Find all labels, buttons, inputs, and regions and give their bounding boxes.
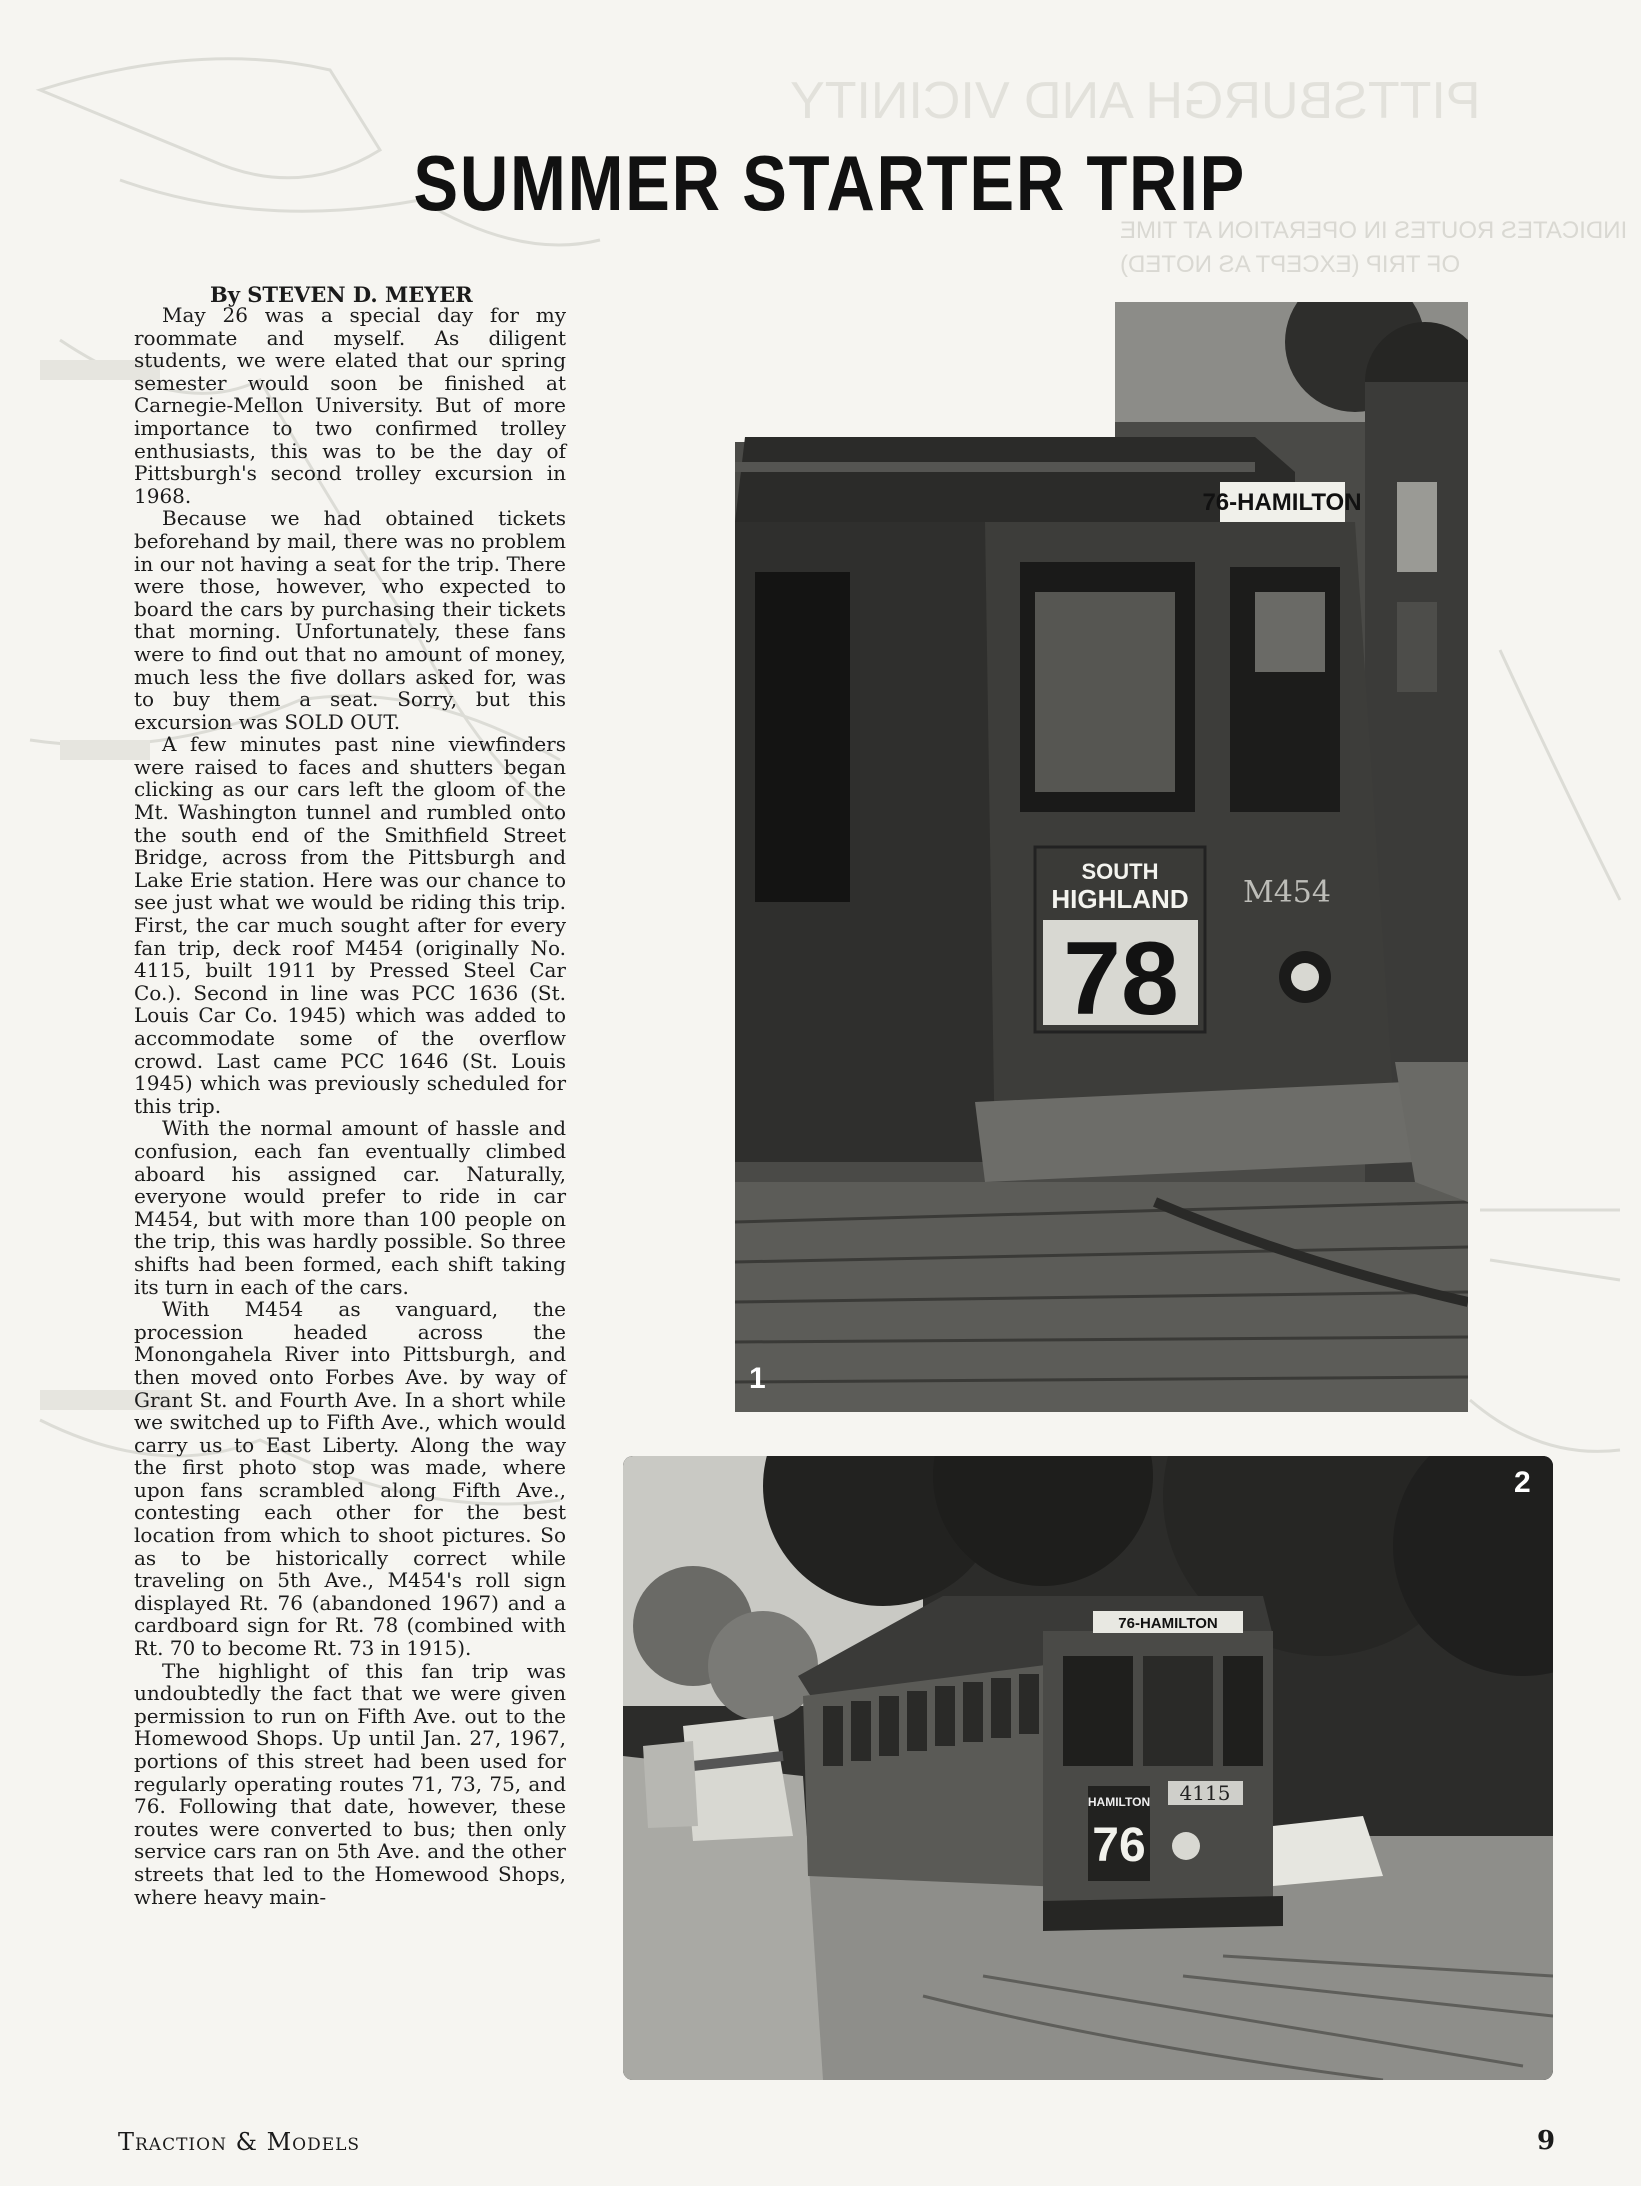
paragraph: With the normal amount of hassle and confusion, each fan eventually climbed aboard his assigned car. Naturally, everyone would prefer to ride in car M454, but with more than 100 people on the trip, this was hardly possible. So three shifts had been formed, each shift taking its turn in each of the cars. — [134, 1116, 566, 1299]
article-title: SUMMER STARTER TRIP — [413, 139, 1247, 227]
article-byline: By STEVEN D. MEYER — [210, 282, 473, 307]
paragraph: Because we had obtained tickets beforehand by mail, there was no problem in our not having a seat for the trip. There were those, however, who expected to board the cars by purchasing their tickets that morning. Unfortunately, these fans were to find out that no amount of money, much less the five dollars asked for, was to buy them a seat. Sorry, but this excursion was SOLD OUT. — [134, 506, 566, 734]
page-number: 9 — [1537, 2126, 1556, 2156]
photo2-sign-top: HAMILTON — [1087, 1795, 1151, 1809]
photo2-car-number: 4115 — [1179, 1781, 1231, 1805]
photo1-car-number: M454 — [1243, 875, 1331, 910]
paragraph: The highlight of this fan trip was undoubtedly the fact that we were given permission to run on Fifth Ave. out to the Homewood Shops. Up until Jan. 27, 1967, portions of this street had been used for regularly operating routes 71, 73, 75, and 76. Following that date, however, these routes were converted to bus; then only service cars ran on 5th Ave. and the other streets that led to the Homewood Shops, where heavy main- — [134, 1658, 566, 1909]
bleed-heading: PITTSBURGH AND VICINITY — [790, 72, 1481, 130]
photo1-sign-route: 78 — [1063, 921, 1179, 1037]
photo-2 — [623, 1456, 1553, 2080]
paragraph: With M454 as vanguard, the procession headed across the Monongahela River into Pittsburgh, and then moved onto Forbes Ave. by way of Grant St. and Fourth Ave. In a short while we switched up to Fifth Ave., which would carry us to East Liberty. Along the way the first photo stop was made, where upon fans scrambled along Fifth Ave., contesting each other for the best location from which to shoot pictures. So as to be historically correct while traveling on 5th Ave., M454's roll sign displayed Rt. 76 (abandoned 1967) and a cardboard sign for Rt. 78 (combined with Rt. 70 to become Rt. 73 in 1915). — [134, 1297, 566, 1661]
photo2-roll-sign: 76-HAMILTON — [1118, 1615, 1218, 1632]
photo-1-number: 1 — [749, 1362, 766, 1395]
paragraph: May 26 was a special day for my roommate and myself. As diligent students, we were elated that our spring semester would soon be finished at Carnegie-Mellon University. But of more importance to two confirmed trolley enthusiasts, this was to be the day of Pittsburgh's second trolley excursion in 1968. — [134, 303, 566, 508]
publication-name: Traction & Models — [118, 2128, 361, 2156]
photo1-sign-mid: HIGHLAND — [1051, 884, 1189, 914]
bleed-line-1: INDICATES ROUTES IN OPERATION AT TIME — [1120, 217, 1628, 244]
bleed-line-2: OF TRIP (EXCEPT AS NOTED) — [1120, 251, 1461, 278]
photo1-sign-top: SOUTH — [1081, 859, 1159, 884]
photo-1 — [735, 302, 1468, 1412]
photo1-roll-sign: 76-HAMILTON — [1202, 489, 1362, 516]
article-body — [134, 304, 566, 1908]
paragraph: A few minutes past nine viewfinders were raised to faces and shutters began clicking as our cars left the gloom of the Mt. Washington tunnel and rumbled onto the south end of the Smithfield Street Bridge, across from the Pittsburgh and Lake Erie station. Here was our chance to see just what we would be riding this trip. First, the car much sought after for every fan trip, deck roof M454 (originally No. 4115, built 1911 by Pressed Steel Car Co.). Second in line was PCC 1636 (St. Louis Car Co. 1945) which was added to accommodate some of the overflow crowd. Last came PCC 1646 (St. Louis 1945) which was previously scheduled for this trip. — [134, 732, 566, 1118]
photo2-sign-route: 76 — [1092, 1819, 1146, 1872]
photo-2-number: 2 — [1514, 1466, 1531, 1499]
